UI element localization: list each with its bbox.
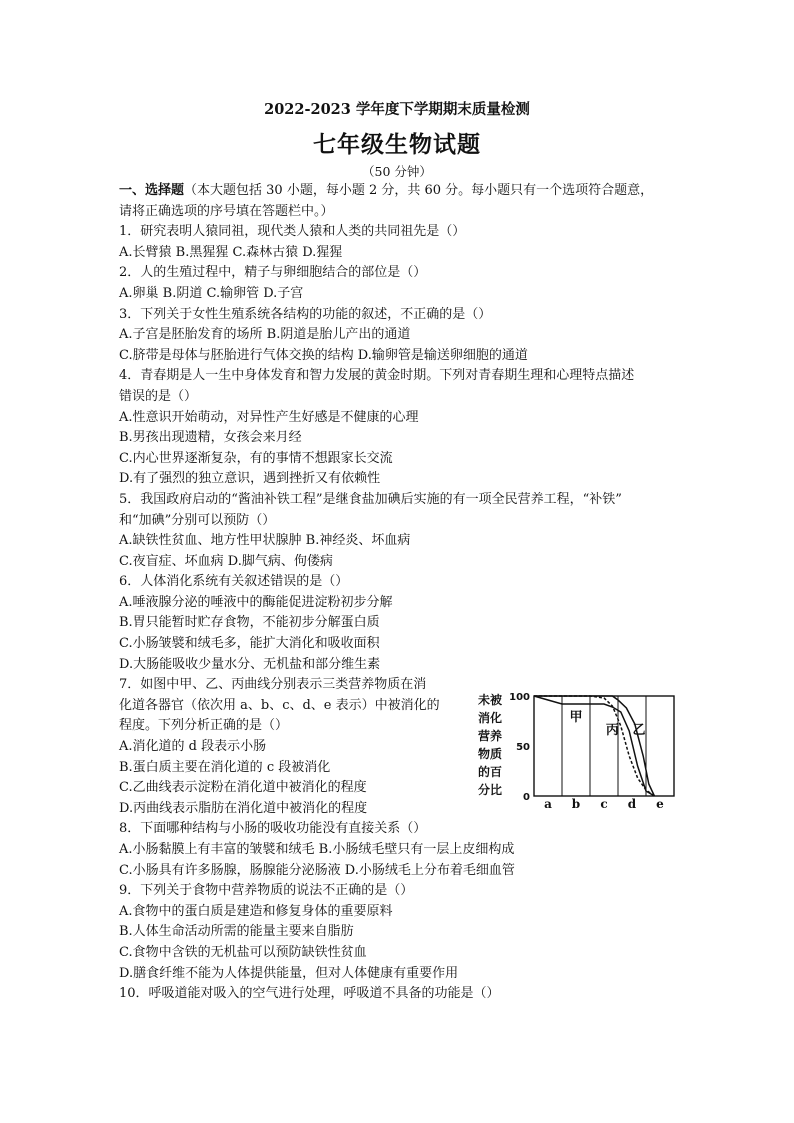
question-option: C.小肠皱襞和绒毛多，能扩大消化和吸收面积 [119,636,380,652]
question-stem: 5．我国政府启动的“酱油补铁工程”是继食盐加碘后实施的有一项全民营养工程，“补铁” [119,491,622,507]
question-option: A.食物中的蛋白质是建造和修复身体的重要原料 [119,903,393,919]
question-option: B.蛋白质主要在消化道的 c 段被消化 [119,759,331,775]
question-stem: 2．人的生殖过程中，精子与卵细胞结合的部位是（） [119,265,427,281]
question-stem: 6．人体消化系统有关叙述错误的是（） [119,574,349,590]
series-line-甲 [534,696,654,796]
exam-title: 七年级生物试题 [313,131,481,158]
section-heading [119,181,679,202]
y-axis-label: 未被 [477,693,503,707]
x-tick-label: c [600,797,608,810]
question-options: A.子宫是胚胎发育的场所 B.阴道是胎儿产出的通道 [119,327,411,343]
question-stem-cont: 程度。下列分析正确的是（） [119,718,289,734]
question-option: B.胃只能暂时贮存食物，不能初步分解蛋白质 [119,615,380,631]
question-option: B.人体生命活动所需的能量主要来自脂肪 [119,924,354,940]
question-stem: 8．下面哪种结构与小肠的吸收功能没有直接关系（） [119,821,427,837]
question-stem: 1．研究表明人猿同祖，现代类人猿和人类的共同祖先是（） [119,224,466,240]
question-stem-cont: 化道各器官（依次用 a、b、c、d、e 表示）中被消化的 [119,697,440,713]
x-tick-label: d [627,797,637,810]
plot-frame [534,696,674,796]
series-label: 丙 [605,723,619,738]
question-stem: 10．呼吸道能对吸入的空气进行处理，呼吸道不具备的功能是（） [119,986,500,1002]
x-tick-label: b [571,797,581,810]
question-options: C.脐带是母体与胚胎进行气体交换的结构 D.输卵管是输送卵细胞的通道 [119,347,528,363]
section-lead: 一、选择题 [119,183,185,198]
question-option: A.消化道的 d 段表示小肠 [119,739,267,755]
y-axis-label: 物质 [477,747,503,761]
question-option: B.男孩出现遗精，女孩会来月经 [119,430,302,446]
question-options: A.卵巢 B.阴道 C.输卵管 D.子宫 [119,285,304,301]
question-option: D.膳食纤维不能为人体提供能量，但对人体健康有重要作用 [119,965,459,981]
question-option: C.食物中含铁的无机盐可以预防缺铁性贫血 [119,944,367,960]
x-tick-label: e [656,797,664,810]
question-option: D.有了强烈的独立意识，遇到挫折又有依赖性 [119,471,381,487]
y-axis-label: 分比 [477,783,503,797]
question-options: A.缺铁性贫血、地方性甲状腺肿 B.神经炎、坏血病 [119,533,411,549]
question-option: C.内心世界逐渐复杂，有的事情不想跟家长交流 [119,450,393,466]
question-stem-cont: 和“加碘”分别可以预防（） [119,512,276,528]
question-stem-cont: 错误的是（） [119,388,198,404]
question-option: A.性意识开始萌动，对异性产生好感是不健康的心理 [119,409,419,425]
question-option: C.乙曲线表示淀粉在消化道中被消化的程度 [119,780,367,796]
series-line-乙 [534,696,654,796]
y-tick-label: 100 [509,692,530,703]
question-stem: 3．下列关于女性生殖系统各结构的功能的叙述，不正确的是（） [119,306,492,322]
question-options: C.夜盲症、坏血病 D.脚气病、佝偻病 [119,553,333,569]
question-list [119,181,679,1005]
question-option: D.丙曲线表示脂肪在消化道中被消化的程度 [119,800,368,816]
question-stem: 9．下列关于食物中营养物质的说法不正确的是（） [119,883,414,899]
series-label: 甲 [569,710,583,725]
section-instructions: （本大题包括 30 小题，每小题 2 分，共 60 分。每小题只有一个选项符合题意， [184,183,654,198]
question-option: A.唾液腺分泌的唾液中的酶能促进淀粉初步分解 [119,594,393,610]
y-tick-label: 50 [516,742,530,753]
series-line-丙 [534,696,654,796]
exam-duration: （50 分钟） [362,164,432,179]
digestion-chart [474,688,684,810]
y-axis-label: 消化 [477,711,503,725]
series-label: 乙 [632,723,646,738]
question-stem: 7．如图中甲、乙、丙曲线分别表示三类营养物质在消 [119,677,427,693]
y-axis-label: 的百 [477,765,503,779]
y-tick-label: 0 [523,792,530,803]
x-tick-label: a [544,797,552,810]
y-axis-label: 营养 [477,729,503,743]
question-options: A.小肠黏膜上有丰富的皱襞和绒毛 B.小肠绒毛壁只有一层上皮细构成 [119,842,515,857]
question-options: C.小肠具有许多肠腺，肠腺能分泌肠液 D.小肠绒毛上分布着毛细血管 [119,862,515,878]
exam-subtitle: 2022-2023 学年度下学期期末质量检测 [264,101,530,118]
section-instructions-cont: 请将正确选项的序号填在答题栏中。） [119,203,334,219]
question-stem: 4．青春期是人一生中身体发育和智力发展的黄金时期。下列对青春期生理和心理特点描述 [119,368,635,384]
question-option: D.大肠能吸收少量水分、无机盐和部分维生素 [119,656,381,672]
question-options: A.长臂猿 B.黑猩猩 C.森林古猿 D.猩猩 [119,244,343,260]
